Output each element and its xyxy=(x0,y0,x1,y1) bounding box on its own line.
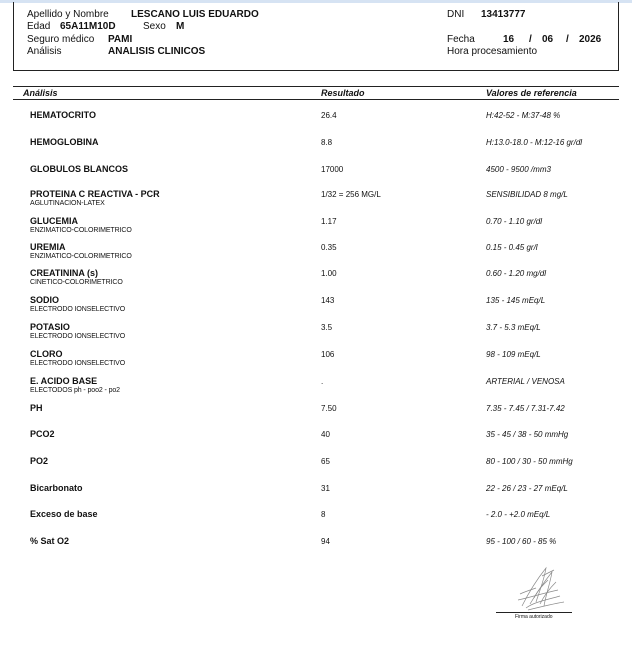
dni-label: DNI xyxy=(447,9,465,20)
date-separator: / xyxy=(529,34,532,45)
signature-line xyxy=(496,612,572,613)
results-table-header xyxy=(13,86,619,100)
analysis-value: ANALISIS CLINICOS xyxy=(108,46,206,57)
date-day: 16 xyxy=(503,34,515,45)
signature-label: Firma autorizado xyxy=(515,614,553,620)
date-month: 06 xyxy=(542,34,554,45)
analysis-name: GLUCEMIA xyxy=(30,216,78,226)
process-time-label: Hora procesamiento xyxy=(447,46,538,57)
reference-value: 3.7 - 5.3 mEq/L xyxy=(486,323,541,332)
result-value: 3.5 xyxy=(321,323,333,332)
date-label: Fecha xyxy=(447,34,475,45)
result-value: 143 xyxy=(321,296,335,305)
analysis-name: PH xyxy=(30,403,43,413)
method-text: ELECTRODO IONSELECTIVO xyxy=(30,333,126,340)
result-value: 1/32 = 256 MG/L xyxy=(321,190,381,199)
name-value: LESCANO LUIS EDUARDO xyxy=(131,9,259,20)
result-value: 8 xyxy=(321,510,326,519)
analysis-name: E. ACIDO BASE xyxy=(30,376,98,386)
reference-value: 7.35 - 7.45 / 7.31-7.42 xyxy=(486,404,565,413)
column-reference: Valores de referencia xyxy=(486,88,577,98)
result-value: 31 xyxy=(321,484,330,493)
insurance-label: Seguro médico xyxy=(27,34,95,45)
analysis-name: HEMOGLOBINA xyxy=(30,137,99,147)
method-text: CINETICO-COLORIMETRICO xyxy=(30,279,123,286)
reference-value: H:13.0-18.0 - M:12-16 gr/dl xyxy=(486,138,583,147)
age-value: 65A11M10D xyxy=(60,21,116,32)
analysis-name: Exceso de base xyxy=(30,509,98,519)
reference-value: 22 - 26 / 23 - 27 mEq/L xyxy=(486,484,568,493)
reference-value: - 2.0 - +2.0 mEq/L xyxy=(486,510,551,519)
analysis-name: SODIO xyxy=(30,295,60,305)
method-text: AGLUTINACION-LATEX xyxy=(30,200,105,207)
result-value: . xyxy=(321,377,324,386)
result-value: 0.35 xyxy=(321,243,337,252)
column-result: Resultado xyxy=(321,88,365,98)
result-value: 8.8 xyxy=(321,138,333,147)
result-value: 26.4 xyxy=(321,111,337,120)
result-value: 65 xyxy=(321,457,330,466)
method-text: ENZIMATICO-COLORIMETRICO xyxy=(30,227,132,234)
analysis-label: Análisis xyxy=(27,46,62,57)
name-label: Apellido y Nombre xyxy=(27,9,109,20)
result-value: 7.50 xyxy=(321,404,337,413)
reference-value: 4500 - 9500 /mm3 xyxy=(486,165,551,174)
reference-value: 0.60 - 1.20 mg/dl xyxy=(486,269,547,278)
method-text: ELECTODOS ph - poo2 - po2 xyxy=(30,387,120,394)
analysis-name: % Sat O2 xyxy=(30,536,70,546)
result-value: 1.00 xyxy=(321,269,337,278)
analysis-name: UREMIA xyxy=(30,242,66,252)
method-text: ELECTRODO IONSELECTIVO xyxy=(30,306,126,313)
dni-value: 13413777 xyxy=(481,9,526,20)
method-text: ELECTRODO IONSELECTIVO xyxy=(30,360,126,367)
analysis-name: PO2 xyxy=(30,456,49,466)
analysis-name: PROTEINA C REACTIVA - PCR xyxy=(30,189,160,199)
reference-value: 0.70 - 1.10 gr/dl xyxy=(486,217,543,226)
date-year: 2026 xyxy=(579,34,602,45)
reference-value: SENSIBILIDAD 8 mg/L xyxy=(486,190,568,199)
analysis-name: POTASIO xyxy=(30,322,70,332)
insurance-value: PAMI xyxy=(108,34,133,45)
method-text: ENZIMATICO-COLORIMETRICO xyxy=(30,253,132,260)
date-separator: / xyxy=(566,34,569,45)
result-value: 40 xyxy=(321,430,330,439)
sex-value: M xyxy=(176,21,185,32)
reference-value: 80 - 100 / 30 - 50 mmHg xyxy=(486,457,573,466)
column-analysis: Análisis xyxy=(23,88,58,98)
analysis-name: PCO2 xyxy=(30,429,55,439)
analysis-name: Bicarbonato xyxy=(30,483,83,493)
analysis-name: CLORO xyxy=(30,349,63,359)
sex-label: Sexo xyxy=(143,21,166,32)
result-value: 94 xyxy=(321,537,330,546)
result-value: 106 xyxy=(321,350,335,359)
reference-value: 135 - 145 mEq/L xyxy=(486,296,546,305)
reference-value: 95 - 100 / 60 - 85 % xyxy=(486,537,557,546)
reference-value: 35 - 45 / 38 - 50 mmHg xyxy=(486,430,569,439)
reference-value: 98 - 109 mEq/L xyxy=(486,350,541,359)
analysis-name: HEMATOCRITO xyxy=(30,110,97,120)
analysis-name: GLOBULOS BLANCOS xyxy=(30,164,128,174)
reference-value: 0.15 - 0.45 gr/l xyxy=(486,243,538,252)
reference-value: ARTERIAL / VENOSA xyxy=(486,377,565,386)
result-value: 1.17 xyxy=(321,217,337,226)
analysis-name: CREATININA (s) xyxy=(30,268,98,278)
reference-value: H:42-52 - M:37-48 % xyxy=(486,111,561,120)
result-value: 17000 xyxy=(321,165,344,174)
age-label: Edad xyxy=(27,21,51,32)
signature-image xyxy=(500,560,580,615)
